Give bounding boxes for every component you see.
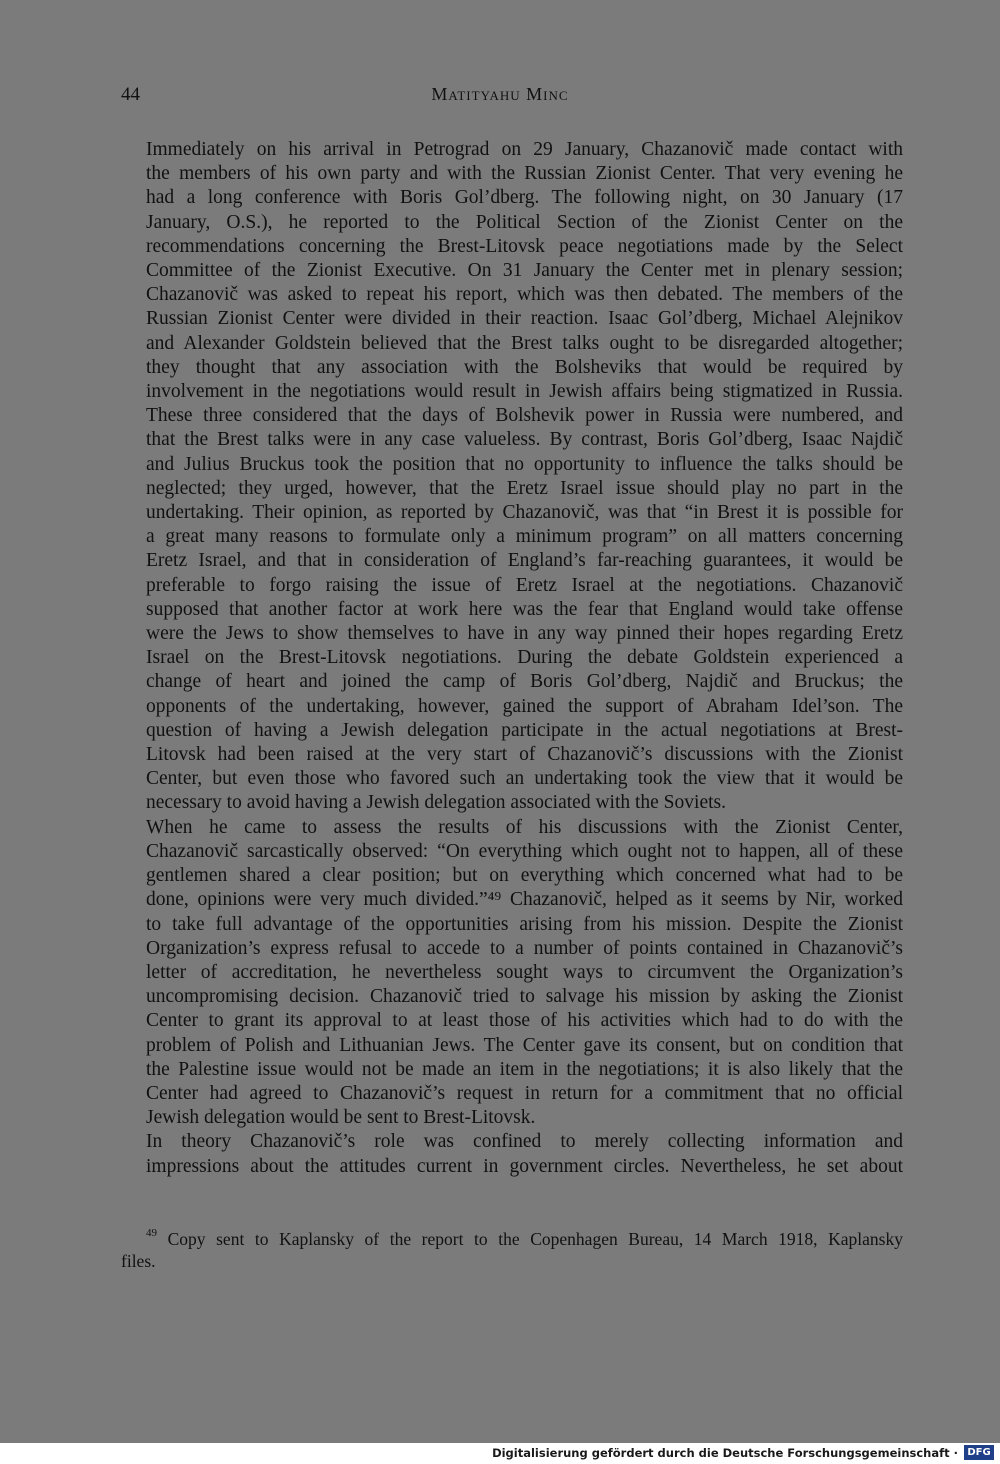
text-line: to take full advantage of the opportunities arising from his mission. Despite the Zionist (146, 913, 903, 935)
text-line: and Alexander Goldstein believed that the Brest talks ought to be disregarded altogether; (146, 332, 903, 354)
text-line: supposed that another factor at work here was the fear that England would take offense (146, 598, 903, 620)
digitization-credit: Digitalisierung gefördert durch die Deutsche Forschungsgemeinschaft · (492, 1446, 958, 1460)
text-line: letter of accreditation, he nevertheless sought ways to circumvent the Organization’s (146, 961, 903, 983)
footnote-number: 49 (146, 1227, 157, 1239)
text-line: uncompromising decision. Chazanovič tried to salvage his mission by asking the Zionist (146, 986, 903, 1008)
text-line: had a long conference with Boris Gol’dberg. The following night, on 30 January (17 (146, 187, 903, 209)
text-line: were the Jews to show themselves to have in any way pinned their hopes regarding Eretz (146, 623, 903, 645)
footnote-line (121, 1228, 903, 1250)
text-line: the members of his own party and with the Russian Zionist Center. That very evening he (146, 163, 903, 185)
text-line: preferable to forgo raising the issue of Eretz Israel at the negotiations. Chazanovič (146, 574, 903, 596)
page-number: 44 (121, 84, 140, 105)
text-line: the Palestine issue would not be made an item in the negotiations; it is also likely that the (146, 1058, 903, 1080)
running-head: Matityahu Minc (431, 84, 569, 104)
text-line: When he came to assess the results of his discussions with the Zionist Center, (146, 816, 903, 838)
text-line: Chazanovič sarcastically observed: “On everything which ought not to happen, all of these (146, 840, 903, 862)
text-line: Litovsk had been raised at the very start of Chazanovič’s discussions with the Zionist (146, 744, 903, 766)
text-line: impressions about the attitudes current in government circles. Nevertheless, he set about (146, 1155, 903, 1177)
text-line: gentlemen shared a clear position; but on everything which concerned what had to be (146, 865, 903, 887)
text-line: neglected; they urged, however, that the Eretz Israel issue should play no part in the (146, 477, 903, 499)
text-line: question of having a Jewish delegation participate in the actual negotiations at Brest- (146, 719, 903, 741)
paragraph-2 (121, 816, 903, 1131)
text-line: Center, but even those who favored such an undertaking took the view that it would be (146, 768, 903, 790)
footnote-text: Copy sent to Kaplansky of the report to the Copenhagen Bureau, 14 March 1918, Kaplansky (167, 1229, 903, 1249)
text-line: Center to grant its approval to at least those of his activities which had to do with the (146, 1010, 903, 1032)
body-text (121, 138, 903, 1179)
text-line: and Julius Bruckus took the position that no opportunity to influence the talks should be (146, 453, 903, 475)
text-line: Center had agreed to Chazanovič’s request in return for a commitment that no official (146, 1082, 903, 1104)
text-line: Committee of the Zionist Executive. On 31 January the Center met in plenary session; (146, 260, 903, 282)
text-line: Eretz Israel, and that in consideration of England’s far-reaching guarantees, it would be (146, 550, 903, 572)
text-line: recommendations concerning the Brest-Litovsk peace negotiations made by the Select (146, 235, 903, 257)
text-line: These three considered that the days of Bolshevik power in Russia were numbered, and (146, 405, 903, 427)
text-line: opponents of the undertaking, however, gained the support of Abraham Idel’son. The (146, 695, 903, 717)
text-line: Chazanovič was asked to repeat his report, which was then debated. The members of the (146, 284, 903, 306)
dfg-logo: DFG (964, 1445, 994, 1460)
text-line: Immediately on his arrival in Petrograd on 29 January, Chazanovič made contact with (146, 139, 903, 160)
text-line: Organization’s express refusal to accede to a number of points contained in Chazanovič’s (146, 937, 903, 959)
text-line: Russian Zionist Center were divided in their reaction. Isaac Gol’dberg, Michael Alejnikov (146, 308, 903, 330)
text-line: a great many reasons to formulate only a minimum program” on all matters concerning (146, 526, 903, 548)
text-line: Israel on the Brest-Litovsk negotiations. During the debate Goldstein experienced a (146, 647, 903, 669)
footnote-line: files. (121, 1251, 156, 1271)
text-line: involvement in the negotiations would result in Jewish affairs being stigmatized in Russia. (146, 381, 903, 403)
text-line: they thought that any association with the Bolsheviks that would be required by (146, 356, 903, 378)
text-line: necessary to avoid having a Jewish delegation associated with the Soviets. (146, 792, 726, 814)
footnote (121, 1228, 903, 1272)
text-line: problem of Polish and Lithuanian Jews. The Center gave its consent, but on condition that (146, 1034, 903, 1056)
text-line: undertaking. Their opinion, as reported by Chazanovič, was that “in Brest it is possible for (146, 502, 903, 524)
text-line: that the Brest talks were in any case valueless. By contrast, Boris Gol’dberg, Isaac Najdič (146, 429, 903, 451)
paragraph-1 (121, 138, 903, 816)
text-line: done, opinions were very much divided.”⁴⁹ Chazanovič, helped as it seems by Nir, worked (146, 889, 903, 911)
text-line: January, O.S.), he reported to the Political Section of the Zionist Center on the (146, 211, 903, 233)
text-line: change of heart and joined the camp of Boris Gol’dberg, Najdič and Bruckus; the (146, 671, 903, 693)
text-line: In theory Chazanovič’s role was confined to merely collecting information and (146, 1131, 903, 1153)
paragraph-3 (121, 1130, 903, 1178)
digitization-footer (0, 1443, 1000, 1464)
text-line: Jewish delegation would be sent to Brest-Litovsk. (146, 1107, 536, 1129)
